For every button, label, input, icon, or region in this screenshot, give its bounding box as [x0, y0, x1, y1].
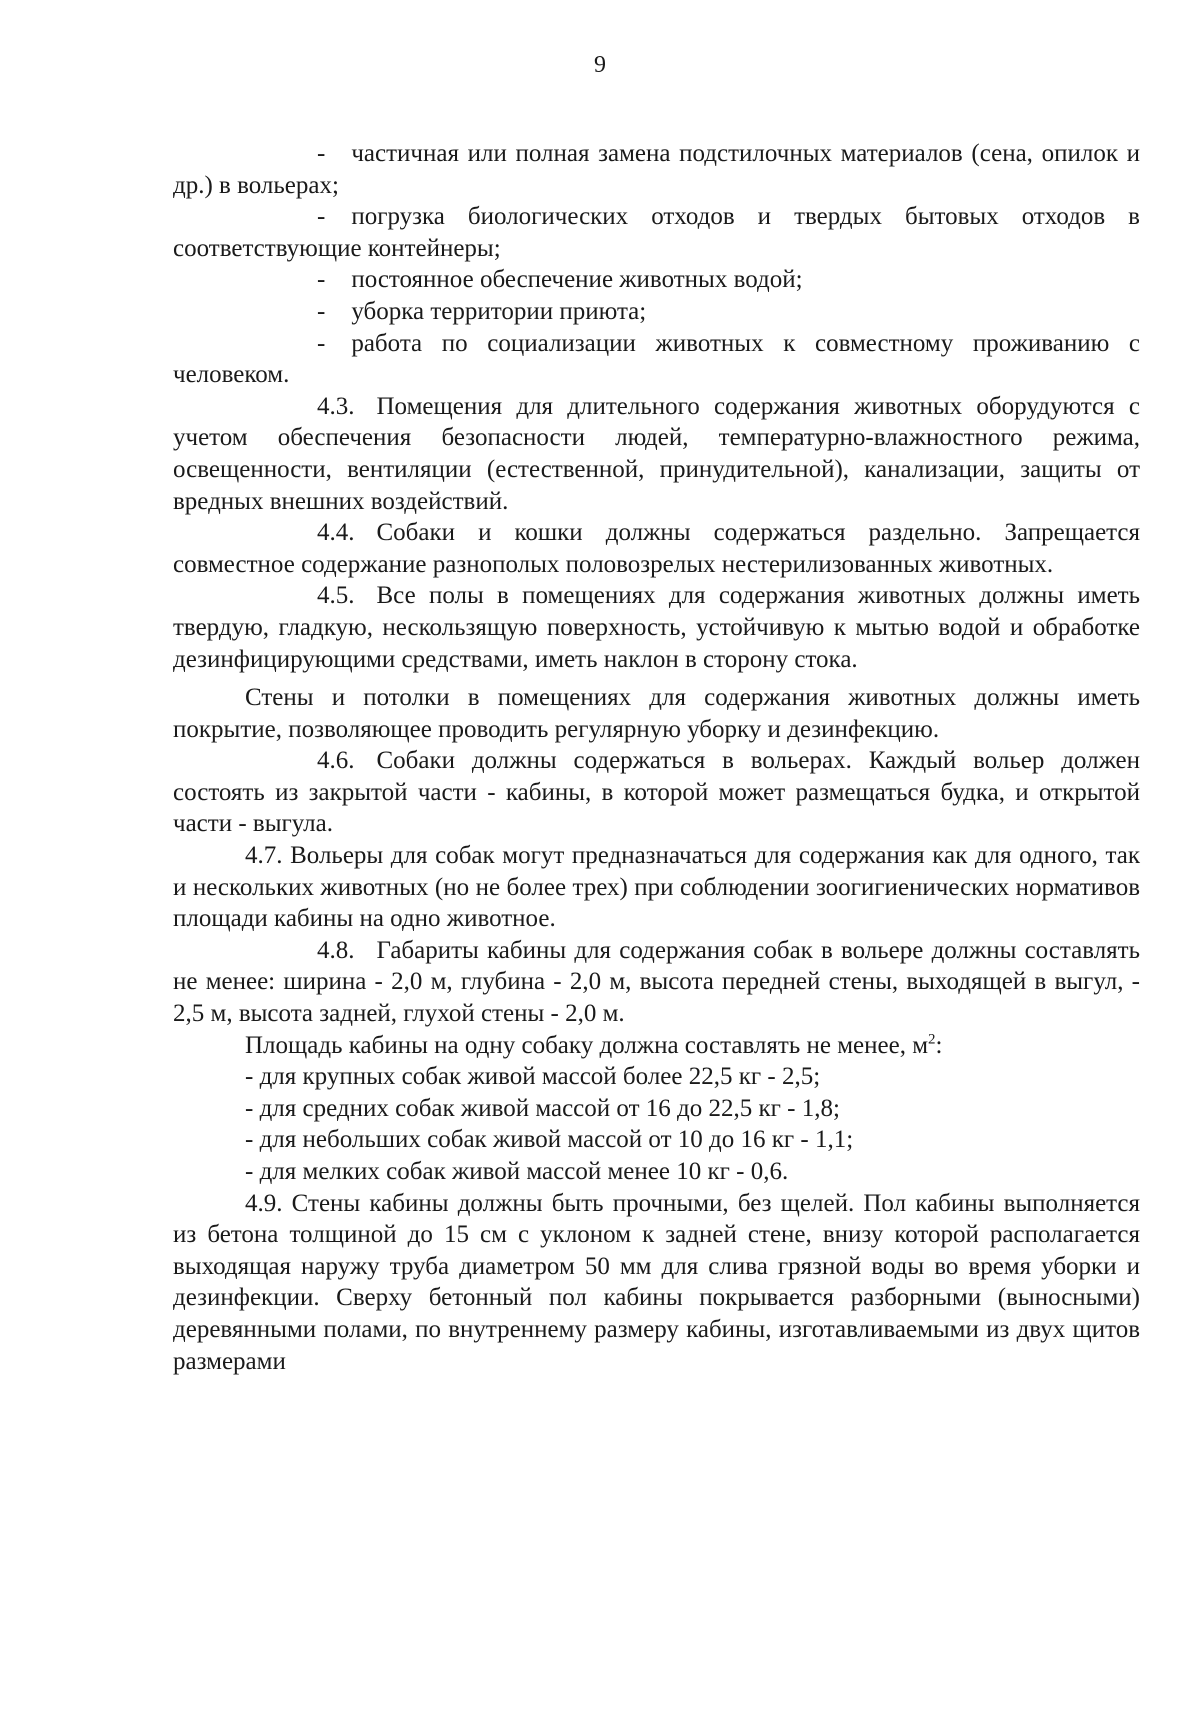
section-text: Собаки и кошки должны содержаться раздельно. Запрещается совместное содержание разнополых половозрелых нестерилизованных животных. [173, 519, 1140, 578]
bullet-text: работа по социализации животных к совместному проживанию с человеком. [173, 329, 1140, 389]
section-text: Стены и потолки в помещениях для содержания животных должны иметь покрытие, позволяющее проводить регулярную уборку и дезинфекцию. [173, 684, 1140, 743]
area-norm-item [173, 1156, 1140, 1188]
list-text: - для мелких собак живой массой менее 10 кг - 0,6. [245, 1158, 789, 1185]
bullet-dash: - [317, 203, 326, 231]
bullet-text: частичная или полная замена подстилочных материалов (сена, опилок и др.) в вольерах; [173, 140, 1140, 199]
section-4-3 [173, 391, 1140, 517]
bullet-dash: - [317, 140, 326, 167]
bullet-item [173, 201, 1140, 264]
bullet-item [173, 328, 1140, 391]
section-text: 4.7. Вольеры для собак могут предназначаться для содержания как для одного, так и нескольких животных (но не более трех) при соблюдении зоогигиенических нормативов площади кабины на одно животное. [173, 842, 1140, 933]
list-text: - для крупных собак живой массой более 22,5 кг - 2,5; [245, 1063, 821, 1091]
list-text: - для небольших собак живой массой от 10 до 16 кг - 1,1; [245, 1126, 854, 1154]
section-number: 4.3. [317, 392, 355, 420]
area-norm-item [173, 1124, 1140, 1156]
bullet-item [173, 296, 1140, 328]
bullet-dash: - [317, 297, 326, 325]
section-text: Собаки должны содержаться в вольерах. Каждый вольер должен состоять из закрытой части - кабины, в которой может размещаться будка, и открытой части - выгула. [173, 747, 1140, 838]
section-4-7 [173, 840, 1140, 935]
document-body [173, 138, 1140, 1377]
superscript: 2 [928, 1031, 936, 1048]
section-4-5 [173, 580, 1140, 675]
bullet-text: погрузка биологических отходов и твердых бытовых отходов в соответствующие контейнеры; [173, 203, 1140, 262]
page-number: 9 [594, 52, 606, 78]
bullet-item [173, 264, 1140, 296]
section-text: Помещения для длительного содержания животных оборудуются с учетом обеспечения безопасности людей, температурно-влажностного режима, освещенности, вентиляции (естественной, принудительной), канализации, защиты от вредных внешних воздействий. [173, 392, 1140, 515]
area-norm-item [173, 1061, 1140, 1093]
section-text-tail: : [935, 1031, 943, 1059]
area-norm-item [173, 1093, 1140, 1125]
section-4-9 [173, 1188, 1140, 1378]
section-text: Площадь кабины на одну собаку должна составлять не менее, м [245, 1031, 929, 1059]
section-number: 4.5. [317, 582, 355, 610]
section-4-4 [173, 517, 1140, 580]
bullet-text: постоянное обеспечение животных водой; [351, 266, 803, 294]
bullet-item [173, 138, 1140, 201]
section-text: Все полы в помещениях для содержания животных должны иметь твердую, гладкую, нескользящую поверхность, устойчивую к мытью водой и обработке дезинфицирующими средствами, иметь наклон в сторону стока. [173, 582, 1140, 673]
section-text: 4.9. Стены кабины должны быть прочными, без щелей. Пол кабины выполняется из бетона толщиной до 15 см с уклоном к задней стене, внизу которой располагается выходящая наружу труба диаметром 50 мм для слива грязной воды во время уборки и дезинфекции. Сверху бетонный пол кабины покрывается разборными (выносными) деревянными полами, по внутреннему размеру кабины, изготавливаемыми из двух щитов размерами [173, 1189, 1140, 1375]
bullet-dash: - [317, 266, 326, 294]
area-norms-heading [173, 1030, 1140, 1062]
section-number: 4.6. [317, 747, 355, 775]
bullet-dash: - [317, 329, 326, 357]
bullet-text: уборка территории приюта; [351, 297, 647, 325]
section-text: Габариты кабины для содержания собак в вольере должны составлять не менее: ширина - 2,0 м, глубина - 2,0 м, высота передней стены, выходящей в выгул, - 2,5 м, высота задней, глухой стены - 2,0 м. [173, 936, 1140, 1028]
list-text: - для средних собак живой массой от 16 до 22,5 кг - 1,8; [245, 1094, 840, 1122]
section-4-6 [173, 745, 1140, 840]
section-number: 4.8. [317, 936, 355, 964]
section-number: 4.4. [317, 519, 355, 547]
section-4-8 [173, 935, 1140, 1030]
section-4-5-continued [173, 682, 1140, 745]
